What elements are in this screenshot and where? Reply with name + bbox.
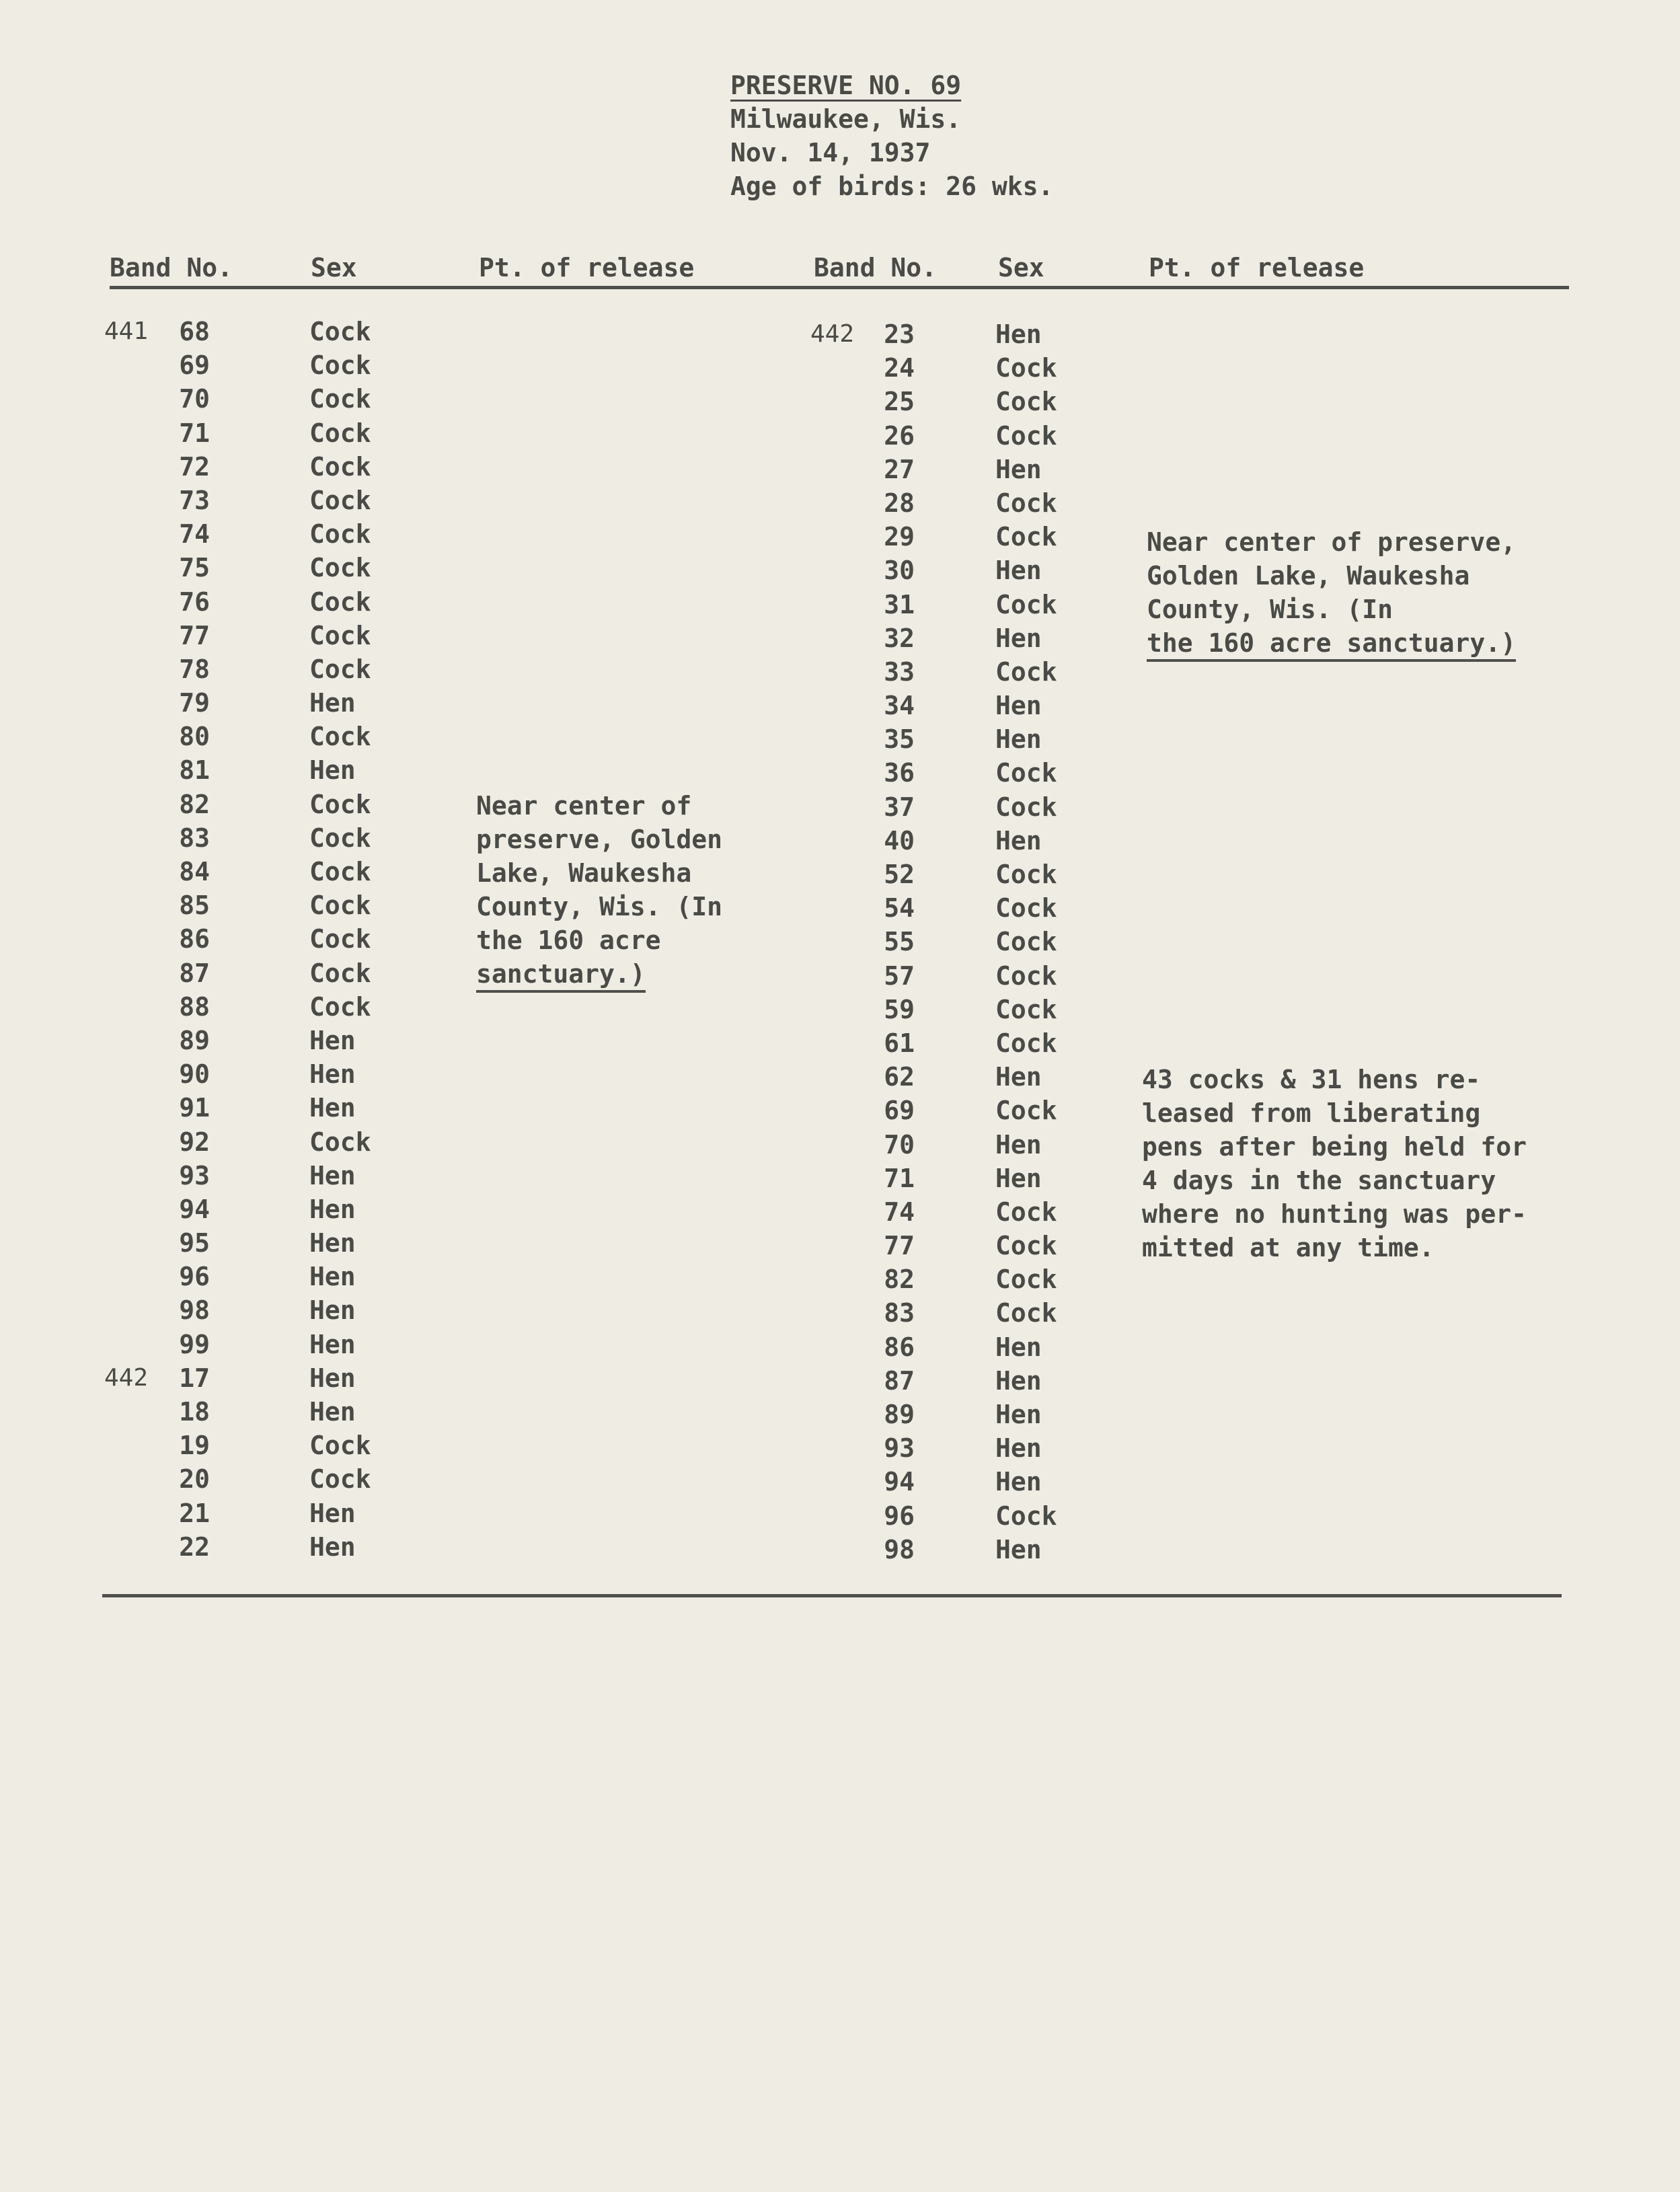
- band-number: 27: [884, 454, 915, 484]
- table-row: [0, 419, 1680, 453]
- sex-value: Hen: [309, 1262, 356, 1292]
- band-number: 57: [884, 960, 915, 991]
- band-number: 69: [179, 350, 210, 381]
- band-number: 99: [179, 1329, 210, 1359]
- note-line: 43 cocks & 31 hens re-: [1142, 1065, 1481, 1094]
- sex-value: Cock: [309, 418, 371, 448]
- band-number: 77: [884, 1231, 915, 1261]
- band-number: 70: [884, 1129, 915, 1160]
- band-number: 24: [884, 353, 915, 383]
- band-number: 96: [179, 1262, 210, 1292]
- right-release-note: [1147, 525, 1516, 660]
- table-row: [0, 1499, 1680, 1533]
- table-row: [0, 891, 1680, 925]
- summary-note: [1142, 1063, 1527, 1264]
- footer-rule: [102, 1594, 1562, 1597]
- left-sex-header: Sex: [311, 253, 357, 282]
- band-number: 40: [884, 825, 915, 856]
- sex-value: Cock: [995, 1197, 1057, 1227]
- sex-value: Cock: [995, 927, 1057, 957]
- sex-value: Cock: [995, 656, 1057, 687]
- sex-value: Cock: [309, 317, 371, 346]
- note-line: 4 days in the sanctuary: [1142, 1166, 1496, 1195]
- sex-value: Cock: [309, 857, 371, 886]
- band-number: 98: [179, 1295, 210, 1326]
- band-number: 61: [884, 1028, 915, 1058]
- table-row: [0, 959, 1680, 993]
- age-line: Age of birds: 26 wks.: [730, 172, 1054, 201]
- sex-value: Cock: [995, 893, 1057, 923]
- sex-value: Cock: [309, 789, 371, 819]
- note-line: Golden Lake, Waukesha: [1147, 561, 1470, 591]
- note-line: pens after being held for: [1142, 1132, 1527, 1162]
- table-row: [0, 1465, 1680, 1499]
- table-row: [0, 722, 1680, 756]
- sex-value: Cock: [309, 553, 371, 583]
- left-band-header: Band No.: [110, 253, 233, 282]
- note-line: Near center of: [476, 791, 692, 821]
- sex-value: Cock: [995, 792, 1057, 822]
- table-row: [0, 1296, 1680, 1330]
- band-number: 74: [884, 1197, 915, 1227]
- sex-value: Hen: [309, 1194, 356, 1224]
- band-number: 68: [179, 317, 210, 346]
- note-line: Near center of preserve,: [1147, 527, 1517, 557]
- table-row: [0, 317, 1680, 351]
- sex-value: Hen: [309, 1498, 356, 1528]
- sex-value: Cock: [309, 350, 371, 381]
- band-number: 90: [179, 1059, 210, 1090]
- band-number: 95: [179, 1228, 210, 1258]
- sex-value: Hen: [995, 1129, 1042, 1160]
- sex-value: Hen: [995, 319, 1042, 349]
- band-number: 21: [179, 1498, 210, 1528]
- sex-value: Hen: [309, 1160, 356, 1191]
- band-number: 72: [179, 451, 210, 482]
- band-number: 73: [179, 485, 210, 515]
- sex-value: Cock: [309, 958, 371, 988]
- sex-value: Cock: [995, 1264, 1057, 1295]
- sex-value: Cock: [309, 924, 371, 954]
- sex-value: Cock: [309, 1464, 371, 1495]
- sex-value: Cock: [995, 488, 1057, 518]
- band-number: 93: [884, 1433, 915, 1464]
- band-prefix: 441: [104, 317, 149, 345]
- sex-value: Cock: [309, 823, 371, 853]
- note-line: Lake, Waukesha: [476, 858, 692, 888]
- sex-value: Cock: [995, 1231, 1057, 1261]
- band-number: 75: [179, 553, 210, 583]
- header-rule: [110, 286, 1569, 289]
- sex-value: Cock: [995, 1028, 1057, 1058]
- band-number: 33: [884, 656, 915, 687]
- band-number: 23: [884, 319, 915, 349]
- location-line: Milwaukee, Wis.: [730, 104, 962, 134]
- sex-value: Hen: [995, 1467, 1042, 1497]
- sex-value: Hen: [995, 1400, 1042, 1429]
- note-line: where no hunting was per-: [1142, 1199, 1527, 1229]
- sex-value: Cock: [309, 891, 371, 921]
- sex-value: Cock: [309, 1431, 371, 1461]
- sex-value: Hen: [309, 755, 356, 786]
- band-number: 89: [179, 1025, 210, 1055]
- sex-value: Cock: [995, 758, 1057, 788]
- table-row: [0, 1431, 1680, 1465]
- band-number: 82: [179, 789, 210, 819]
- band-prefix: 442: [810, 320, 855, 348]
- sex-value: Cock: [309, 451, 371, 482]
- table-row: [0, 925, 1680, 958]
- band-number: 92: [179, 1127, 210, 1157]
- sex-value: Cock: [309, 485, 371, 515]
- band-number: 78: [179, 654, 210, 684]
- sex-value: Cock: [995, 353, 1057, 383]
- sex-value: Hen: [995, 623, 1042, 653]
- band-number: 29: [884, 522, 915, 552]
- table-row: [0, 689, 1680, 722]
- band-number: 52: [884, 860, 915, 889]
- band-number: 94: [884, 1467, 915, 1497]
- note-line: leased from liberating: [1142, 1098, 1481, 1128]
- note-line: sanctuary.): [476, 957, 722, 991]
- band-number: 55: [884, 927, 915, 957]
- band-number: 31: [884, 589, 915, 619]
- table-row: [0, 385, 1680, 418]
- sex-value: Cock: [995, 860, 1057, 889]
- band-number: 18: [179, 1397, 210, 1427]
- sex-value: Cock: [309, 620, 371, 650]
- band-number: 80: [179, 722, 210, 752]
- sex-value: Hen: [995, 1433, 1042, 1464]
- right-band-header: Band No.: [814, 253, 938, 282]
- sex-value: Hen: [309, 1363, 356, 1393]
- band-number: 84: [179, 857, 210, 886]
- band-number: 74: [179, 519, 210, 550]
- band-number: 93: [179, 1160, 210, 1191]
- band-number: 71: [884, 1163, 915, 1193]
- sex-value: Hen: [309, 1059, 356, 1090]
- band-number: 79: [179, 688, 210, 718]
- sex-value: Hen: [995, 556, 1042, 586]
- sex-value: Cock: [995, 960, 1057, 991]
- sex-value: Hen: [309, 1295, 356, 1326]
- sex-value: Hen: [995, 724, 1042, 755]
- sex-value: Cock: [995, 589, 1057, 619]
- band-number: 59: [884, 994, 915, 1024]
- band-number: 94: [179, 1194, 210, 1224]
- sex-value: Hen: [309, 1025, 356, 1055]
- band-number: 98: [884, 1534, 915, 1564]
- table-row: [0, 790, 1680, 824]
- band-number: 17: [179, 1363, 210, 1393]
- sex-value: Hen: [995, 1365, 1042, 1396]
- band-number: 28: [884, 488, 915, 518]
- table-row: [0, 1262, 1680, 1296]
- sex-value: Cock: [995, 387, 1057, 417]
- right-sex-header: Sex: [998, 253, 1044, 282]
- note-line: preserve, Golden: [476, 825, 723, 854]
- band-number: 35: [884, 724, 915, 755]
- sex-value: Cock: [309, 654, 371, 684]
- band-number: 87: [179, 958, 210, 988]
- sex-value: Hen: [309, 1397, 356, 1427]
- band-number: 62: [884, 1062, 915, 1092]
- band-number: 69: [884, 1096, 915, 1126]
- band-number: 82: [884, 1264, 915, 1295]
- band-prefix: 442: [104, 1363, 149, 1392]
- left-release-note: [476, 789, 722, 991]
- band-number: 36: [884, 758, 915, 788]
- table-row: [0, 1398, 1680, 1431]
- band-number: 96: [884, 1501, 915, 1531]
- band-number: 20: [179, 1464, 210, 1495]
- band-number: 30: [884, 556, 915, 586]
- band-number: 83: [884, 1298, 915, 1328]
- band-number: 86: [179, 924, 210, 954]
- table-row: [0, 486, 1680, 520]
- note-line: the 160 acre: [476, 925, 661, 955]
- band-number: 34: [884, 691, 915, 721]
- date-line: Nov. 14, 1937: [730, 138, 931, 167]
- sex-value: Cock: [995, 1096, 1057, 1126]
- note-line: County, Wis. (In: [476, 892, 723, 921]
- band-number: 71: [179, 418, 210, 448]
- sex-value: Cock: [995, 420, 1057, 451]
- band-number: 85: [179, 891, 210, 921]
- sex-value: Hen: [995, 1163, 1042, 1193]
- band-number: 86: [884, 1332, 915, 1362]
- sex-value: Hen: [309, 1228, 356, 1258]
- table-row: [0, 453, 1680, 486]
- band-number: 22: [179, 1532, 210, 1562]
- sex-value: Cock: [309, 587, 371, 617]
- document-title: PRESERVE NO. 69: [730, 71, 962, 100]
- sex-value: Cock: [309, 384, 371, 414]
- band-number: 81: [179, 755, 210, 786]
- band-number: 77: [179, 620, 210, 650]
- band-number: 54: [884, 893, 915, 923]
- band-number: 37: [884, 792, 915, 822]
- table-row: [0, 1533, 1680, 1566]
- sex-value: Hen: [995, 1534, 1042, 1564]
- sex-value: Hen: [309, 688, 356, 718]
- table-row: [0, 1364, 1680, 1398]
- left-release-header: Pt. of release: [479, 253, 695, 282]
- note-line: mitted at any time.: [1142, 1233, 1435, 1262]
- sex-value: Cock: [309, 722, 371, 752]
- sex-value: Hen: [995, 825, 1042, 856]
- table-row: [0, 351, 1680, 385]
- right-release-header: Pt. of release: [1149, 253, 1365, 282]
- sex-value: Cock: [309, 1127, 371, 1157]
- sex-value: Cock: [309, 519, 371, 550]
- band-number: 32: [884, 623, 915, 653]
- band-number: 70: [179, 384, 210, 414]
- sex-value: Hen: [995, 1332, 1042, 1362]
- note-line: County, Wis. (In: [1147, 595, 1393, 624]
- sex-value: Hen: [309, 1093, 356, 1123]
- sex-value: Cock: [995, 1501, 1057, 1531]
- band-number: 91: [179, 1093, 210, 1123]
- sex-value: Hen: [995, 1062, 1042, 1092]
- table-row: [0, 858, 1680, 891]
- right-band-list: [0, 317, 1680, 1566]
- band-number: 87: [884, 1365, 915, 1396]
- sex-value: Hen: [309, 1532, 356, 1562]
- table-row: [0, 756, 1680, 790]
- note-line: the 160 acre sanctuary.): [1147, 626, 1516, 660]
- sex-value: Hen: [309, 1329, 356, 1359]
- band-number: 89: [884, 1400, 915, 1429]
- band-number: 26: [884, 420, 915, 451]
- band-number: 19: [179, 1431, 210, 1461]
- sex-value: Cock: [995, 994, 1057, 1024]
- band-number: 25: [884, 387, 915, 417]
- band-number: 76: [179, 587, 210, 617]
- table-row: [0, 993, 1680, 1026]
- sex-value: Cock: [995, 522, 1057, 552]
- band-number: 88: [179, 991, 210, 1022]
- sex-value: Cock: [309, 991, 371, 1022]
- sex-value: Hen: [995, 691, 1042, 721]
- table-row: [0, 1330, 1680, 1364]
- sex-value: Hen: [995, 454, 1042, 484]
- table-row: [0, 1026, 1680, 1060]
- sex-value: Cock: [995, 1298, 1057, 1328]
- table-row: [0, 824, 1680, 858]
- band-number: 83: [179, 823, 210, 853]
